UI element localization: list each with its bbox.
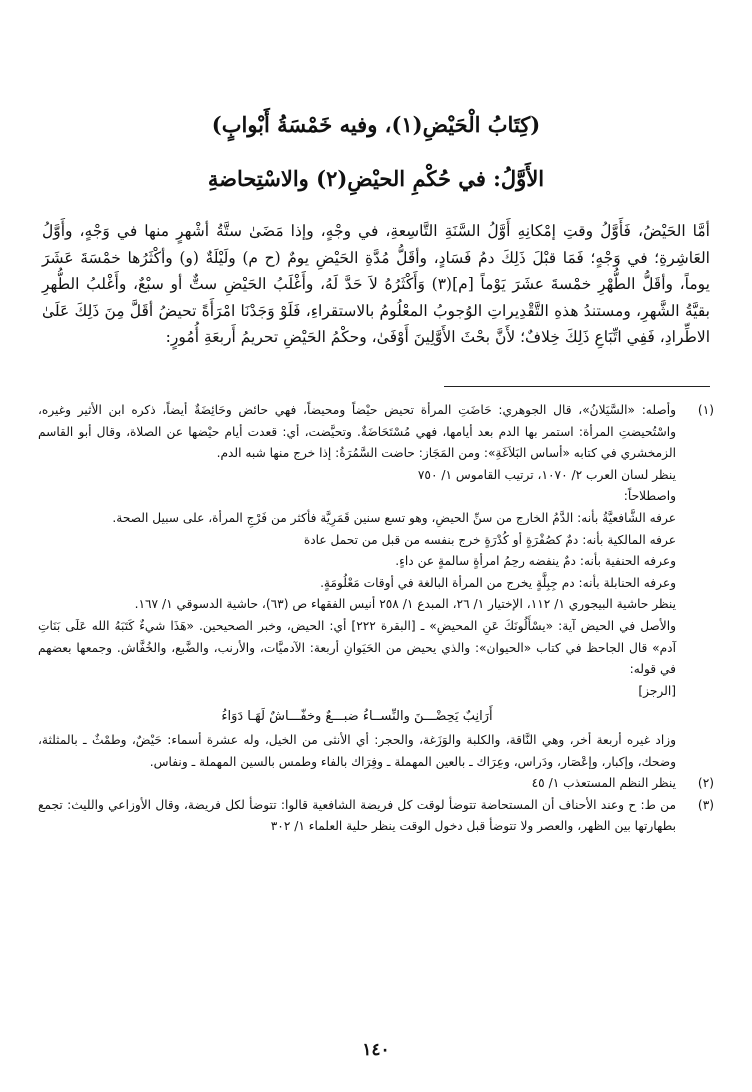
footnote-number: (٣): [697, 797, 714, 812]
footnote-line: عرفه الشَّافعيَّةُ بأنه: الدَّمُ الخارج من سنِّ الحيضِ، وهو تسع سنين قَمَرِيَّة فأكثر من فَرْجِ المرأة، على سبيل الصحة.: [112, 510, 676, 525]
footnote-line: من ط: ح وعند الأحناف أن المستحاضة تتوضأ لوقت كل فريضة الشافعية قالوا: تتوضأ لكل فريضة، وقال الأوزاعي والليث: تجمع بطهارتها بين الظهر، والعصر ولا تتوضأ قبل دخول الوقت ينظر حلية العلماء ١/ ٣٠٢: [38, 797, 676, 834]
footnote-line: وعرفه الحنفية بأنه: دمٌ ينفضه رحِمُ امرأةٍ سالمةٍ عن داءٍ.: [395, 554, 676, 569]
footnote-line: والأصل في الحيض آية: «يسْأَلُونَكَ عَنِ المحيضِ» ـ [البقرة ٢٢٢] أي: الحيض، وخبر الصحيحين. «هَذَا شيءٌ كَتَبَهُ الله عَلَى بَنَاتِ آدم» قال الجاحظ في كتاب «الحيوان»: والذي يحيض من الحَيَوانِ أربعة: الآدميَّات، والأرنب، والضَّبع، والخُفَّاش. وجمعها بعضهم في قوله:: [38, 618, 676, 677]
footnote-line: ينظر لسان العرب ٢/ ١٠٧٠، ترتيب القاموس ١/ ٧٥٠: [417, 467, 676, 482]
footnote-3: [38, 795, 714, 838]
footnote-separator: [444, 386, 710, 387]
footnote-2: [38, 773, 714, 795]
footnotes: [38, 400, 714, 838]
main-text: [42, 218, 710, 351]
footnote-line: عرفه المالكية بأنه: دمٌ كصُفْرَةٍ أو كُدْرَةٍ خرج بنفسه من قبل من تحمل عادة: [303, 532, 676, 547]
book-title: (كِتَابُ الْحَيْضِ(١)، وفيه خَمْسَةُ أَبْوابٍ): [211, 112, 541, 137]
chapter-title: الأَوَّلُ: في حُكْمِ الحيْضِ(٢) والاسْتِحاضةِ: [207, 166, 545, 191]
footnote-1: [38, 400, 714, 773]
page-number: ١٤٠: [362, 1040, 390, 1060]
footnote-line: واصطلاحاً:: [623, 489, 676, 504]
meter-label: [الرجز]: [638, 683, 676, 698]
footnote-line: وزاد غيره أربعة أخر، وهي النَّاقة، والكلبة والوَزَغة، والحجر: أي الأنثى من الخيل، وله عشرة أسماء: حَيْضٌ، وطمْثٌ ـ بالمثلثة، وضحك، وإكبار، وإعْصَار، ودَراس، وعِرَاك ـ بالعين المهملة ـ وفِرَاك بالفاء وطمس بالسين المهملة ـ ونفاس.: [38, 732, 676, 769]
footnote-line: ينظر النظم المستعذب ١/ ٤٥: [531, 776, 676, 791]
footnote-number: (٢): [697, 776, 714, 791]
poem-verse: أَرَانِبٌ يَحِضْـــنَ والنِّســاءُ ضبـــعٌ وخفّـــاشٌ لَهَـا دَوَاءُ: [221, 709, 493, 725]
footnote-line: وعرفه الحنابلة بأنه: دم جِبِلَّةٍ يخرج من المرأة البالغة في أوقات مَعْلُومَةٍ.: [320, 575, 676, 590]
footnote-line: وأصله: «السَّيَلانُ»، قال الجوهري: حَاضَتِ المرأة تحيض حيْضاً ومحيضاً، فهي حائض وحَائِضَةٌ أيضاً، ذكره ابن الأثير وغيره، واسْتُحيضتِ المرأة: استمر بها الدم بعد أيامها، فهي مُسْتَحَاضَةٌ. وتحيَّضت، أي: قعدت أيام حيْضها عن الصلاة، وقال أبو القاسم الزمخشري في كتابه «أساس البَلاَغَةِ»: ومن المَجَاز: حاضت السَّمُرَةُ: إذا خرج منها شبه الدم.: [38, 403, 676, 461]
main-paragraph: أمَّا الحَيْضُ، فَأَوَّلُ وقتِ إمْكانِهِ أَوَّلُ السَّنَةِ التَّاسِعةِ، في وجْهٍ، وإذا مَضَىٰ ستَّةُ أشْهرٍ منها في وَجْهٍ، وأَوَّلُ العَاشِرةِ؛ في وَجْهٍ؛ فَمَا قبْلَ ذَلِكَ دمُ فَسَادٍ، وأقَلُّ مُدَّةِ الحَيْضِ يومٌ (ح م) ولَيْلَةٌ (و) وأكْثَرُها خمْسَةَ عَشَرَ يوماً، وأقَلُّ الطُّهْرِ خمْسةَ عشَرَ يَوْماً [م](٣) وَأَكْثَرُهُ لاَ حَدَّ لَهُ، وأَغْلَبُ الحَيْضِ ستٌّ أو سبْعٌ، وأَغْلبُ الطُّهرِ بقيَّةُ الشَّهرِ، ومستندُ هذهِ التَّقْدِيراتِ الوُجوبُ المعْلُومُ بالاستقراءِ، فَلَوْ وَجَدْنَا امْرَأَةً تحيضُ أقَلَّ مِنَ ذَلِكَ عَلَىٰ الاطِّرادِ، فَفِي اتِّبَاعِ ذَلِكَ خِلافٌ؛ لأَنَّ بحْثَ الأَوَّلِينَ أَوْفَىٰ، وحكْمُ الحَيْضِ تحريمُ أَربعَةِ أُمُورٍ:: [42, 222, 710, 346]
footnote-line: ينظر حاشية البيجوري ١/ ١١٢، الإختيار ١/ ٢٦، المبدع ١/ ٢٥٨ أنيس الفقهاء ص (٦٣)، حاشية الدسوقي ١/ ١٦٧.: [134, 597, 676, 612]
footnote-number: (١): [697, 403, 714, 417]
